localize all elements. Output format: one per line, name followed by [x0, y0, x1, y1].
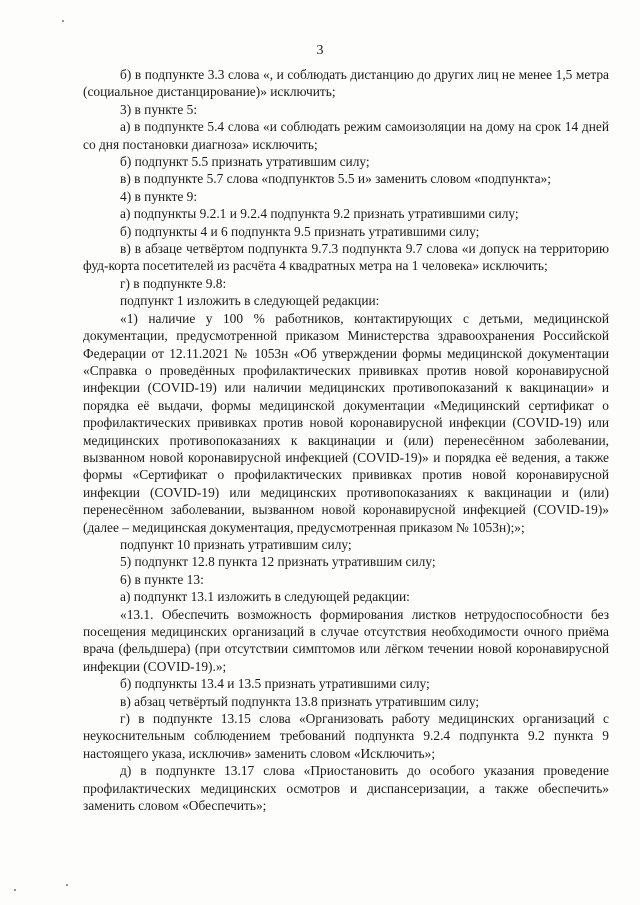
- paragraph: г) в подпункте 9.8:: [120, 275, 227, 291]
- document-body: [83, 66, 609, 814]
- paragraph: 6) в пункте 13:: [120, 571, 204, 587]
- paragraph: в) абзац четвёртый подпункта 13.8 признать утратившим силу;: [120, 693, 480, 709]
- paragraph: б) подпункты 4 и 6 подпункта 9.5 признать утратившими силу;: [120, 223, 480, 239]
- scan-speck: [66, 884, 68, 886]
- paragraph: б) подпункты 13.4 и 13.5 признать утратившими силу;: [120, 676, 430, 692]
- paragraph: б) подпункт 5.5 признать утратившим силу;: [120, 154, 370, 170]
- scan-speck: [14, 889, 16, 891]
- paragraph: подпункт 1 изложить в следующей редакции:: [120, 293, 380, 309]
- paragraph: в) в абзаце четвёртом подпункта 9.7.3 подпункта 9.7 слова «и допуск на территорию фуд-корта посетителей из расчёта 4 квадратных метра на 1 человека» исключить;: [83, 241, 609, 274]
- paragraph: д) в подпункте 13.17 слова «Приостановить до особого указания проведение профилактических медицинских осмотров и диспансеризации, а также обеспечить» заменить словом «Обеспечить»;: [83, 763, 609, 814]
- paragraph: 3) в пункте 5:: [120, 101, 198, 117]
- paragraph: а) подпункт 13.1 изложить в следующей редакции:: [120, 589, 410, 605]
- paragraph: а) в подпункте 5.4 слова «и соблюдать режим самоизоляции на дому на срок 14 дней со дня постановки диагноза» исключить;: [83, 119, 609, 152]
- paragraph: а) подпункты 9.2.1 и 9.2.4 подпункта 9.2 признать утратившими силу;: [120, 206, 519, 222]
- paragraph: подпункт 10 признать утратившим силу;: [120, 536, 352, 552]
- paragraph: в) в подпункте 5.7 слова «подпунктов 5.5 и» заменить словом «подпункта»;: [120, 171, 551, 187]
- paragraph: «1) наличие у 100 % работников, контактирующих с детьми, медицинской документации, предусмотренной приказом Министерства здравоохранения Российской Федерации от 12.11.2021 № 1053н «Об утверждении формы медицинской документации «Справка о проведённых профилактических прививках против новой коронавирусной инфекции (COVID-19) или наличии медицинских противопоказаний к вакцинации» и порядка её выдачи, формы медицинской документации «Медицинский сертификат о профилактических прививках против новой коронавирусной инфекции (COVID-19) или медицинских противопоказаниях к вакцинации и (или) перенесённом заболевании, вызванном новой коронавирусной инфекцией (COVID-19)» и порядка её ведения, а также формы «Сертификат о профилактических прививках против новой коронавирусной инфекции (COVID-19) или медицинских противопоказаниях к вакцинации и (или) перенесённом заболевании, вызванном новой коронавирусной инфекцией (COVID-19)» (далее – медицинская документация, предусмотренная приказом № 1053н);»;: [83, 310, 609, 535]
- scan-speck: [62, 20, 64, 22]
- page-number: 3: [316, 43, 324, 58]
- paragraph: г) в подпункте 13.15 слова «Организовать работу медицинских организаций с неукоснительным соблюдением требований подпункта 9.2.4 подпункта 9.2 пункта 9 настоящего указа, исключив» заменить словом «Исключить»;: [83, 711, 609, 761]
- paragraph: 5) подпункт 12.8 пункта 12 признать утратившим силу;: [120, 554, 436, 570]
- paragraph: 4) в пункте 9:: [120, 188, 198, 204]
- paragraph: б) в подпункте 3.3 слова «, и соблюдать дистанцию до других лиц не менее 1,5 метра (социальное дистанцирование)» исключить;: [83, 67, 609, 100]
- paragraph: «13.1. Обеспечить возможность формирования листков нетрудоспособности без посещения медицинских организаций в случае отсутствия необходимости очного приёма врача (фельдшера) (при отсутствии симптомов или лёгком течении новой коронавирусной инфекции (COVID-19).»;: [83, 606, 609, 674]
